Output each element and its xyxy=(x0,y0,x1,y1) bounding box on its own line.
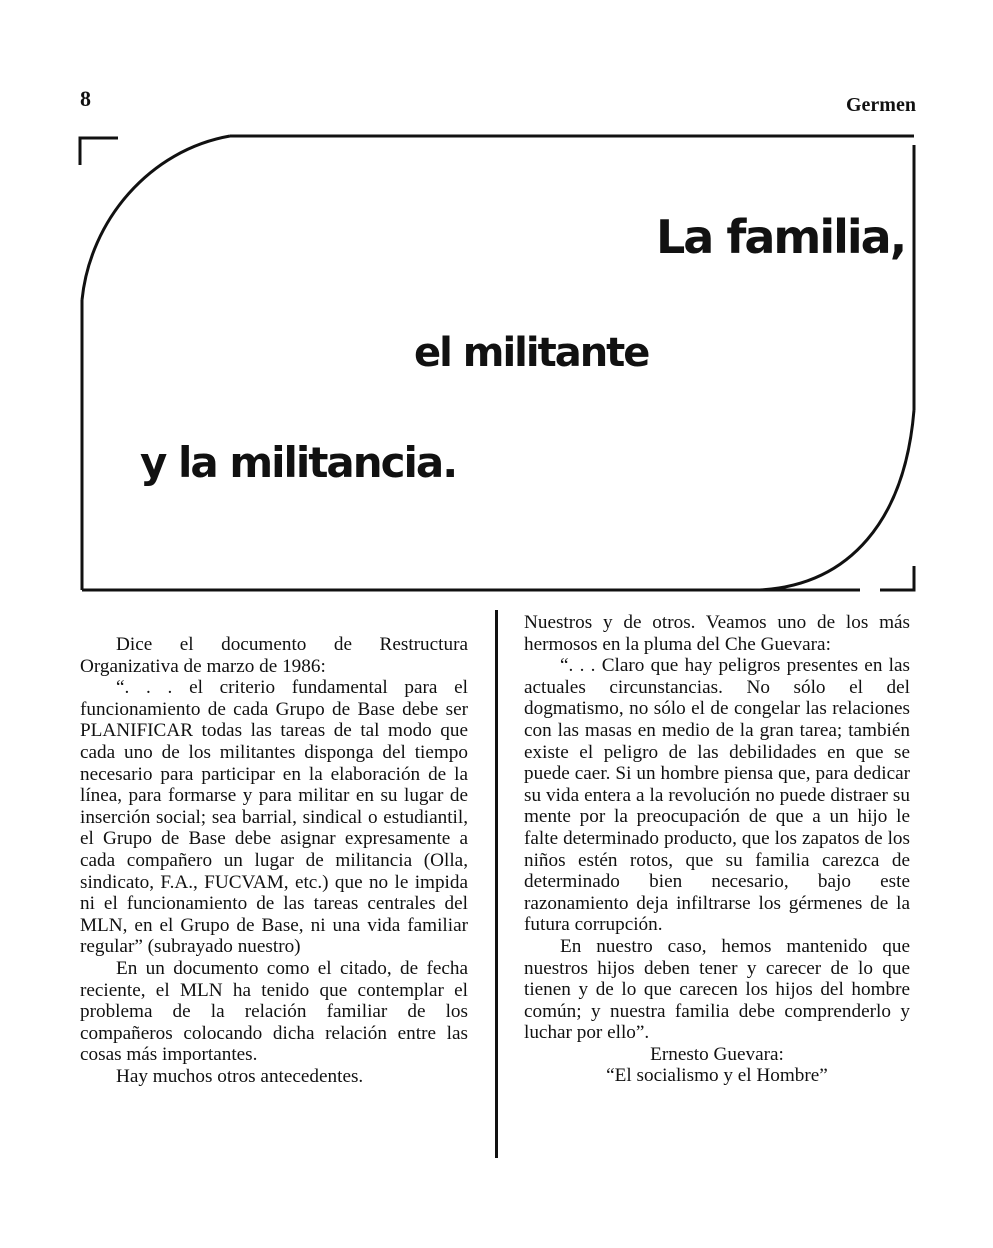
page-number: 8 xyxy=(80,86,91,111)
quote-paragraph: “. . . el criterio fundamental para el funcionamiento de cada Grupo de Base debe ser PLANIFICAR todas las tareas de tal modo que cada uno de los militantes disponga del tiempo necesario para participar en la elaboración de la línea, para formarse y para militar en su lugar de inserción social; sea barrial, sindical o estudiantil, el Grupo de Base debe asignar expresamente a cada compañero un lugar de militancia (Olla, sindicato, F.A., FUCVAM, etc.) que no le impida ni el funcionamiento de las tareas centrales del MLN, en el Grupo de Base, ni una vida familiar regular” (subrayado nuestro) xyxy=(80,677,468,958)
title-frame-lines xyxy=(0,0,993,620)
paragraph: Nuestros y de otros. Veamos uno de los más hermosos en la pluma del Che Guevara: xyxy=(524,612,910,655)
right-column xyxy=(524,612,910,1087)
title-line-2: el militante xyxy=(414,330,649,376)
paragraph: En un documento como el citado, de fecha reciente, el MLN ha tenido que contemplar el problema de la relación familiar de los compañeros colocando dicha relación entre las cosas más importantes. xyxy=(80,957,468,1066)
left-column xyxy=(80,612,468,1087)
quote-source: “El socialismo y el Hombre” xyxy=(606,1065,828,1087)
column-divider xyxy=(495,610,498,1158)
title-frame xyxy=(0,0,993,620)
paragraph: Dice el documento de Restructura Organizativa de marzo de 1986: xyxy=(80,634,468,677)
quote-paragraph: “. . . Claro que hay peligros presentes en las actuales circunstancias. No sólo el del dogmatismo, no sólo el de congelar las relaciones con las masas en medio de la gran tarea; también existe el peligro de las debilidades en que se puede caer. Si un hombre piensa que, para dedicar su vida entera a la revolución no puede distraer su mente por la preocupación de que a un hijo le falte determinado producto, que los zapatos de los niños estén rotos, que su familia carezca de determinado bien necesario, bajo este razonamiento deja infiltrarse los gérmenes de la futura corrupción. xyxy=(524,655,910,936)
running-head: Germen xyxy=(846,94,916,116)
paragraph: En nuestro caso, hemos mantenido que nuestros hijos deben tener y carecer de lo que tienen y de lo que carecen los hijos del hombre común; y nuestra familia debe comprenderlo y luchar por ello”. xyxy=(524,935,910,1044)
quote-author: Ernesto Guevara: xyxy=(650,1043,784,1065)
title-line-1: La familia, xyxy=(656,210,906,264)
title-line-3: y la militancia. xyxy=(140,438,457,487)
paragraph: Hay muchos otros antecedentes. xyxy=(116,1065,364,1087)
